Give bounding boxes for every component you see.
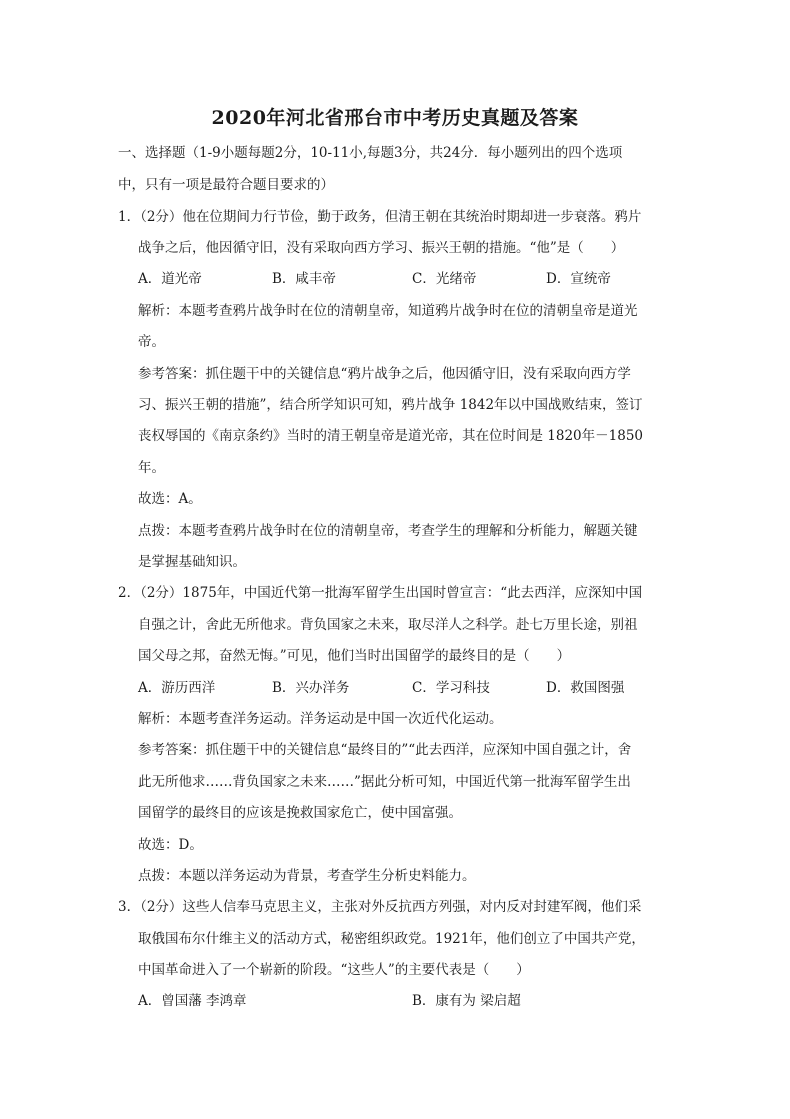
q1-reference-line-4: 年。 <box>138 460 165 476</box>
q2-stem-line-2: 自强之计，舍此无所他求。背负国家之未来，取尽洋人之科学。赴七万里长途，别祖 <box>138 617 638 633</box>
section-heading-line-2: 中，只有一项是最符合题目要求的） <box>118 177 334 193</box>
q3-stem-line-2: 取俄国布尔什维主义的活动方式，秘密组织政党。1921年，他们创立了中国共产党， <box>138 931 645 947</box>
q1-option-c: C．光绪帝 <box>412 271 477 287</box>
q2-choice: 故选：D。 <box>138 837 203 853</box>
q1-stem-line-1: 1．（2分）他在位期间力行节俭，勤于政务，但清王朝在其统治时期却进一步衰落。鸦片 <box>118 209 642 225</box>
document-title: 2020年河北省邢台市中考历史真题及答案 <box>211 107 579 129</box>
q2-option-d: D．救国图强 <box>546 680 625 696</box>
q2-option-b: B．兴办洋务 <box>272 680 350 696</box>
q1-reference-line-3: 丧权辱国的《南京条约》当时的清王朝皇帝是道光帝，其在位时间是 1820年－1850 <box>138 428 644 444</box>
q2-stem-line-1: 2．（2分）1875年，中国近代第一批海军留学生出国时曾宣言：“此去西洋，应深知中国 <box>118 585 643 601</box>
q2-tip-line-1: 点拨：本题以洋务运动为背景，考查学生分析史料能力。 <box>138 868 476 884</box>
q1-choice: 故选：A。 <box>138 491 202 507</box>
q1-option-d: D．宣统帝 <box>546 271 611 287</box>
q2-stem-line-3: 国父母之邦，奋然无悔。”可见，他们当时出国留学的最终目的是（ ） <box>138 648 571 664</box>
q1-reference-line-2: 习、振兴王朝的措施”，结合所学知识可知，鸦片战争 1842年以中国战败结束，签订 <box>138 397 643 413</box>
q1-option-a: A．道光帝 <box>138 271 202 287</box>
q1-analysis-line-2: 帝。 <box>138 334 165 350</box>
q1-analysis-line-1: 解析：本题考查鸦片战争时在位的清朝皇帝，知道鸦片战争时在位的清朝皇帝是道光 <box>138 303 638 319</box>
q1-tip-line-1: 点拨：本题考查鸦片战争时在位的清朝皇帝，考查学生的理解和分析能力，解题关键 <box>138 523 638 539</box>
q2-reference-line-2: 此无所他求……背负国家之未来……”据此分析可知，中国近代第一批海军留学生出 <box>138 774 631 790</box>
q3-stem-line-1: 3．（2分）这些人信奉马克思主义，主张对外反抗西方列强，对内反对封建军阀，他们采 <box>118 899 642 915</box>
q1-stem-line-2: 战争之后，他因循守旧，没有采取向西方学习、振兴王朝的措施。“他”是（ ） <box>138 240 625 256</box>
q2-reference-line-1: 参考答案：抓住题干中的关键信息“最终目的”“此去西洋，应深知中国自强之计，舍 <box>138 742 632 758</box>
q2-reference-line-3: 国留学的最终目的应该是挽救国家危亡，使中国富强。 <box>138 805 462 821</box>
q3-option-a: A．曾国藩 李鸿章 <box>138 993 247 1009</box>
q1-option-b: B．咸丰帝 <box>272 271 336 287</box>
q2-analysis-line-1: 解析：本题考查洋务运动。洋务运动是中国一次近代化运动。 <box>138 711 503 727</box>
section-heading-line-1: 一、选择题（1-9小题每题2分，10-11小,每题3分，共24分．每小题列出的四个选项 <box>118 145 623 161</box>
q1-tip-line-2: 是掌握基础知识。 <box>138 554 246 570</box>
q3-option-b: B．康有为 梁启超 <box>412 993 521 1009</box>
q3-stem-line-3: 中国革命进入了一个崭新的阶段。“这些人”的主要代表是（ ） <box>138 962 530 978</box>
q2-option-c: C．学习科技 <box>412 680 490 696</box>
q2-option-a: A．游历西洋 <box>138 680 216 696</box>
q1-reference-line-1: 参考答案：抓住题干中的关键信息“鸦片战争之后，他因循守旧，没有采取向西方学 <box>138 366 631 382</box>
